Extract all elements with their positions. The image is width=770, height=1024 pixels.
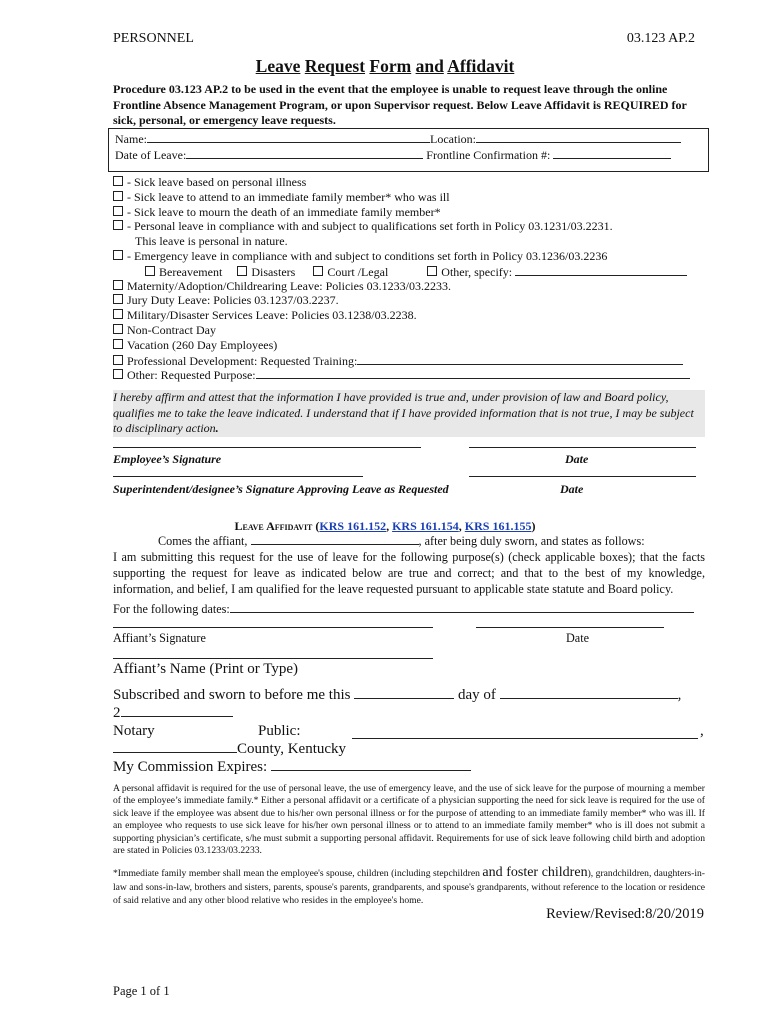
- checkbox[interactable]: [113, 294, 123, 304]
- notary-signature-field[interactable]: [352, 727, 698, 739]
- affidavit-requirements-note: A personal affidavit is required for the use of personal leave, the use of emergency leave, and the use of sick leave for the purpose of mourning a member of the employee’s immediate family.* Either a personal affidavit or a certificate of a physician supporting the need for sick leave is required for the use of sick leave if the employee was absent due to his/her own personal illness or for the purpose of attending to an immediate family member* who was ill. If an employee who requests to use sick leave for his/her own personal illness or to attend to an immediate family member* who is ill does not submit a supporting physician’s certificate, s/he must submit a supporting personal affidavit. Requirements for use of sick leave following child birth and adoption are stated in Policies 03.1233/03.2233.: [113, 783, 705, 857]
- attestation-text: I hereby affirm and attest that the information I have provided is true and, under provision of law and Board policy, qualifies me to take the leave indicated. I understand that if I have provided information that is not true, I may be subject to disciplinary action.: [113, 390, 705, 437]
- day-field[interactable]: [354, 687, 454, 699]
- dates-row: For the following dates:: [113, 601, 694, 618]
- intro-text: Procedure 03.123 AP.2 to be used in the event that the employee is unable to request leave through the online Frontline Absence Management Program, or upon Supervisor request. Below Leave Affidavit is REQUIRED for sick, personal, or emergency leave requests.: [113, 82, 687, 128]
- supt-signature-line[interactable]: [113, 476, 363, 477]
- affiant-signature-line[interactable]: [113, 627, 433, 628]
- checkbox[interactable]: [113, 324, 123, 334]
- checkbox[interactable]: [113, 191, 123, 201]
- immediate-family-note: *Immediate family member shall mean the employee's spouse, children (including stepchildren and foster children), grandchildren, daughters-in-law and sons-in-law, brothers and sisters, parents, spouse's parents, grandparents, and spouse's grandparents, without reference to the location or residence of said relative and any other blood relative who resides in the employee's home.: [113, 865, 705, 906]
- date-of-leave-label: Date of Leave:: [115, 148, 187, 162]
- checkbox[interactable]: [113, 355, 123, 365]
- affiant-name-field[interactable]: [251, 533, 419, 545]
- affiant-date-line[interactable]: [476, 627, 664, 628]
- checkbox[interactable]: [113, 369, 123, 379]
- checkbox[interactable]: [113, 176, 123, 186]
- krs-link-1[interactable]: KRS 161.152: [319, 519, 387, 533]
- affiant-name-line[interactable]: [113, 658, 433, 659]
- form-title: Leave Request Form and Affidavit: [255, 56, 515, 76]
- checkbox[interactable]: [237, 266, 247, 276]
- commission-row: My Commission Expires:: [113, 758, 471, 778]
- date-of-leave-field[interactable]: [186, 147, 423, 159]
- checkbox[interactable]: [113, 280, 123, 290]
- county-field[interactable]: [113, 741, 237, 753]
- month-field[interactable]: [500, 687, 678, 699]
- krs-link-2[interactable]: KRS 161.154: [392, 519, 459, 533]
- leave-type-list: - Sick leave based on personal illness - Sick leave to attend to an immediate family member* who was ill - Sick leave to mourn the death of an immediate family member* - Personal leave in compliance with and subject to qualifications set forth in Policy 03.1231/03.2231. This leave is personal in nature. - Emergency leave in compliance with and subject to conditions set forth in Policy 03.1236/03.2236 Bereavement Disasters Court /Legal Other, specify: Maternity/Adoption/Childrearing Leave: Policies 03.1233/03.2233. Jury Duty Leave: Policies 03.1237/03.2237. Military/Disaster Services Leave: Policies 03.1238/03.2238. Non-Contract Day Vacation (260 Day Employees) Professional Development: Requested Training: Other: Requested Purpose:: [113, 175, 713, 382]
- header-code: 03.123 AP.2: [626, 31, 695, 46]
- supt-signature-label: Superintendent/designee’s Signature Approving Leave as Requested: [113, 482, 449, 496]
- date-line-1[interactable]: [469, 447, 696, 448]
- employee-signature-line[interactable]: [113, 447, 421, 448]
- checkbox[interactable]: [113, 220, 123, 230]
- checkbox[interactable]: [145, 266, 155, 276]
- affidavit-body: Comes the affiant, , after being duly sworn, and states as follows: I am submitting this request for the use of leave for the following purpose(s) (check applicable boxes); that the facts supporting the request for leave as indicated below are true and correct; and that to the best of my knowledge, information, and belief, I am qualified for the leave requested pursuant to applicable state statute and Board policy.: [113, 534, 705, 596]
- checkbox[interactable]: [113, 309, 123, 319]
- subscribed-row: Subscribed and sworn to before me this day of ,: [113, 687, 682, 703]
- other-specify-field[interactable]: [515, 264, 687, 276]
- employee-info-box: [108, 128, 709, 172]
- checkbox[interactable]: [427, 266, 437, 276]
- revision-date: Review/Revised:8/20/2019: [546, 906, 704, 922]
- frontline-label: Frontline Confirmation #:: [426, 148, 551, 162]
- date-label-2: Date: [560, 482, 584, 496]
- name-label: Name:: [115, 132, 147, 146]
- other-purpose-field[interactable]: [256, 367, 690, 379]
- date-line-2[interactable]: [469, 476, 696, 477]
- employee-signature-label: Employee’s Signature: [113, 452, 222, 466]
- affiant-name-label: Affiant’s Name (Print or Type): [113, 661, 299, 677]
- affiant-date-label: Date: [566, 631, 590, 645]
- date-label-1: Date: [565, 452, 589, 466]
- checkbox[interactable]: [313, 266, 323, 276]
- location-field[interactable]: [476, 131, 681, 143]
- affiant-signature-label: Affiant’s Signature: [113, 631, 206, 645]
- dates-field[interactable]: [230, 601, 694, 613]
- year-field[interactable]: [121, 705, 233, 717]
- location-label: Location:: [430, 132, 476, 146]
- frontline-field[interactable]: [553, 147, 671, 159]
- county-row: County, Kentucky: [113, 740, 346, 760]
- training-field[interactable]: [357, 353, 683, 365]
- notary-row: Notary Public: ,: [113, 723, 704, 739]
- page-number: Page 1 of 1: [113, 984, 170, 998]
- commission-field[interactable]: [271, 759, 471, 771]
- krs-link-3[interactable]: KRS 161.155: [464, 519, 532, 533]
- checkbox[interactable]: [113, 250, 123, 260]
- header-section: PERSONNEL: [113, 31, 194, 46]
- checkbox[interactable]: [113, 206, 123, 216]
- name-field[interactable]: [147, 131, 430, 143]
- checkbox[interactable]: [113, 339, 123, 349]
- year-row: 2: [113, 704, 233, 724]
- affidavit-title: Leave Affidavit (KRS 161.152, KRS 161.154, KRS 161.155): [234, 519, 536, 533]
